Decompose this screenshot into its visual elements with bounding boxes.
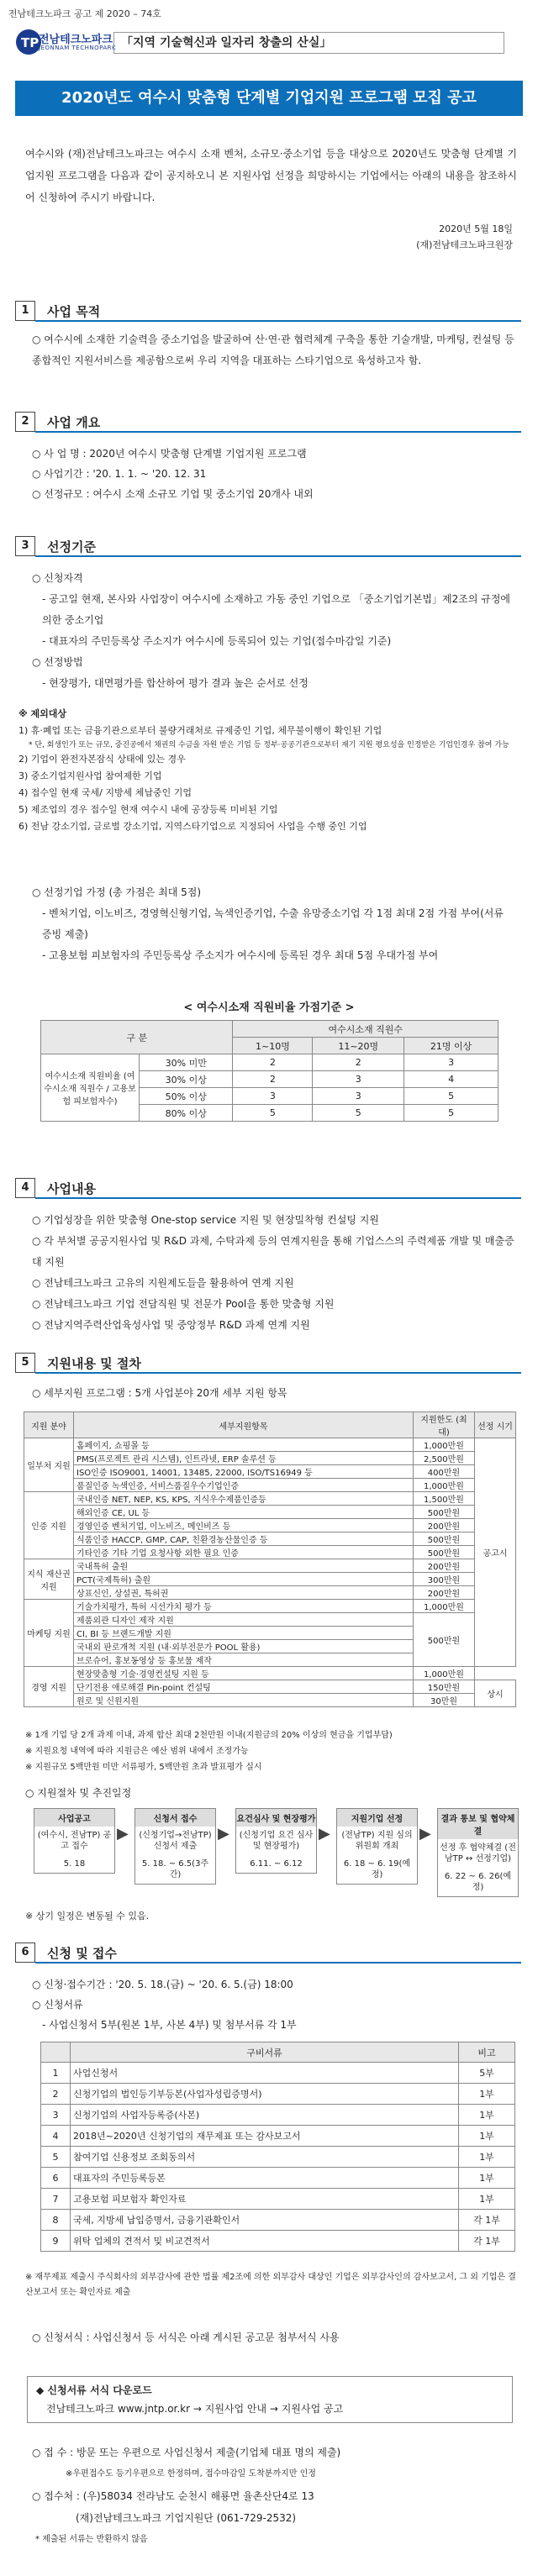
submission-info bbox=[32, 2442, 515, 2551]
support-limit: 500만원 bbox=[414, 1613, 475, 1667]
support-item: 기타인증 기타 기업 요청사항 외한 필요 인증 bbox=[74, 1546, 414, 1559]
ratio-cell: 3 bbox=[404, 1054, 498, 1071]
doc-no: 1 bbox=[41, 2063, 71, 2084]
flow-step bbox=[235, 1808, 317, 1874]
doc-no: 8 bbox=[41, 2210, 71, 2231]
flow-step-date: 6.11. ~ 6.12 bbox=[250, 1859, 303, 1869]
section-number: 4 bbox=[15, 1178, 35, 1198]
ratio-cell: 5 bbox=[313, 1105, 404, 1122]
flow-note: ※ 상기 일정은 변동될 수 있음. bbox=[25, 1911, 150, 1921]
exclusion-item: 3) 중소기업지원사업 참여제한 기업 bbox=[18, 770, 162, 781]
doc-no: 5 bbox=[41, 2147, 71, 2168]
logo-subtitle: JEONNAM TECHNOPARK bbox=[39, 45, 117, 51]
section-number: 2 bbox=[15, 412, 35, 432]
list-item: ○ 전남지역주력산업육성사업 및 중앙정부 R&D 과제 연계 지원 bbox=[32, 1319, 310, 1331]
flow-step-date: 5. 18. ~ 6.5(3주간) bbox=[141, 1859, 209, 1879]
list-item: ○ 전남테크노파크 기업 전담직원 및 전문가 Pool을 통한 맞춤형 지원 bbox=[32, 1298, 335, 1310]
section-3-header bbox=[15, 536, 96, 556]
exclusion-item: 2) 기업이 완전자본잠식 상태에 있는 경우 bbox=[18, 754, 186, 765]
list-item: ○ 접수처 : (우)58034 전라남도 순천시 해룡면 율촌산단4로 13 bbox=[32, 2490, 314, 2502]
section-label: 사업 개요 bbox=[47, 414, 101, 430]
section-number: 6 bbox=[15, 1943, 35, 1963]
support-item: 현장맞춤형 기술·경영컨설팅 지원 등 bbox=[74, 1667, 414, 1680]
section-rule bbox=[35, 555, 521, 557]
doc-name: 국세, 지방세 납입증명서, 금융기관확인서 bbox=[71, 2210, 459, 2231]
documents-note: ※ 재무제표 제출시 주식회사의 외부감사에 관한 법률 제2조에 의한 외부감사 대상인 기업은 외부감사인의 감사보고서, 그 외 기업은 결산보고서 또는 확인자료 제출 bbox=[25, 2273, 516, 2297]
support-period: 공고시 bbox=[475, 1438, 516, 1667]
support-item: 제품외관 디자인 제작 지원 bbox=[74, 1613, 414, 1627]
support-item: 식품인증 HACCP, GMP, CAP, 친환경농산물인증 등 bbox=[74, 1532, 414, 1546]
flow-step-date: 6. 18 ~ 6. 19(예정) bbox=[343, 1859, 411, 1879]
section-6-list bbox=[32, 1974, 515, 2035]
flow-step bbox=[34, 1808, 115, 1874]
support-cat: 지식 재산권 지원 bbox=[24, 1559, 74, 1600]
support-limit: 150만원 bbox=[414, 1680, 475, 1694]
support-item: 품질인증 녹색인증, 서비스품질우수기업인증 bbox=[74, 1479, 414, 1492]
ratio-cell: 3 bbox=[313, 1071, 404, 1088]
support-note: ※ 지원규모 5백만원 미만 서류평가, 5백만원 초과 발표평가 실시 bbox=[25, 1763, 262, 1772]
support-notes bbox=[25, 1727, 517, 1775]
process-flow bbox=[34, 1808, 525, 1892]
list-item: ○ 신청서류 bbox=[32, 1999, 83, 2011]
support-limit: 200만원 bbox=[414, 1519, 475, 1532]
svg-text:TP: TP bbox=[21, 35, 40, 50]
support-head: 세부지원항목 bbox=[74, 1412, 414, 1438]
support-limit: 1,500만원 bbox=[414, 1492, 475, 1506]
ratio-cell: 2 bbox=[313, 1054, 404, 1071]
doc-note: 1부 bbox=[459, 2189, 515, 2210]
doc-note: 1부 bbox=[459, 2126, 515, 2147]
flow-step-body: 선정 후 협약체결 (전남TP ↔ 선정기업) bbox=[440, 1843, 516, 1864]
section-rule bbox=[35, 1962, 521, 1964]
list-item: ○ 신청자격 bbox=[32, 572, 83, 584]
list-item: ○ 접 수 : 방문 또는 우편으로 사업신청서 제출(기업체 대표 명의 제출) bbox=[32, 2447, 341, 2458]
section-label: 신청 및 접수 bbox=[47, 1945, 117, 1961]
doc-note: 1부 bbox=[459, 2168, 515, 2189]
doc-name: 대표자의 주민등록등본 bbox=[71, 2168, 459, 2189]
download-title: ◆ 신청서류 서식 다운로드 bbox=[36, 2384, 152, 2396]
flow-step-body: (전남TP) 지원 심의위원회 개최 bbox=[341, 1831, 413, 1851]
list-item: ○ 사업기간 : '20. 1. 1. ~ '20. 12. 31 bbox=[32, 468, 207, 480]
bonus-criteria bbox=[32, 882, 515, 966]
section-label: 사업내용 bbox=[47, 1180, 96, 1196]
doc-note: 각 1부 bbox=[459, 2210, 515, 2231]
support-item: PMS(프로젝트 관리 시스템), 인트라넷, ERP 솔루션 등 bbox=[74, 1452, 414, 1465]
doc-head: 구비서류 bbox=[71, 2042, 459, 2063]
support-cat: 인증 지원 bbox=[24, 1492, 74, 1559]
section-rule bbox=[35, 320, 521, 322]
list-item: ○ 신청·접수기간 : '20. 5. 18.(금) ~ '20. 6. 5.(금) 18:00 bbox=[32, 1979, 293, 1990]
ratio-cell: 5 bbox=[404, 1088, 498, 1105]
support-head: 지원 분야 bbox=[24, 1412, 74, 1438]
ratio-table-caption: < 여수시소재 직원비율 가점기준 > bbox=[183, 1001, 355, 1014]
support-item: ISO인증 ISO9001, 14001, 13485, 22000, ISO/TS16949 등 bbox=[74, 1465, 414, 1479]
flow-step bbox=[336, 1808, 418, 1885]
support-item: 단기전용 애로해결 Pin-point 컨설팅 bbox=[74, 1680, 414, 1694]
doc-name: 고용보험 피보험자 확인자료 bbox=[71, 2189, 459, 2210]
ratio-col-header: 구 분 bbox=[41, 1021, 233, 1054]
exclusion-notes bbox=[18, 706, 519, 835]
doc-note: 1부 bbox=[459, 2147, 515, 2168]
support-item: CI, BI 등 브랜드개발 지원 bbox=[74, 1627, 414, 1640]
exclusion-item: 6) 전남 강소기업, 글로벌 강소기업, 지역스타기업으로 지정되어 사업을 수행 중인 기업 bbox=[18, 821, 367, 832]
flow-step-date: 5. 18 bbox=[63, 1859, 86, 1869]
exclusion-item: 5) 제조업의 경우 접수일 현재 여수시 내에 공장등록 미비된 기업 bbox=[18, 804, 278, 815]
support-table bbox=[24, 1412, 516, 1707]
support-limit: 2,500만원 bbox=[414, 1452, 475, 1465]
list-item: - 현장평가, 대면평가를 합산하여 평가 결과 높은 순서로 선정 bbox=[42, 677, 309, 689]
doc-no: 9 bbox=[41, 2231, 71, 2252]
doc-note: 1부 bbox=[459, 2084, 515, 2105]
section-2-header bbox=[15, 412, 100, 432]
exclusion-item: * 단, 회생인가 또는 규모, 중진공에서 채권의 수금을 자원 받은 기업 등 정부·공공기관으로부터 재기 지원 평요성을 인정받은 기업인경우 참여 가능 bbox=[29, 741, 509, 749]
support-cat: 경영 지원 bbox=[24, 1667, 74, 1707]
list-item: ○ 전남테크노파크 고유의 지원제도들을 활용하여 연계 지원 bbox=[32, 1277, 294, 1289]
section-1-text: ○ 여수시에 소재한 기술력을 중소기업을 발굴하여 산·연·관 협력체계 구축을 통한 기술개발, 마케팅, 컨설팅 등 종합적인 지원서비스를 제공함으로써 우리 지역을 대표하는 스타기업으로 육성하고자 함. bbox=[32, 334, 514, 366]
ratio-cell: 2 bbox=[233, 1071, 313, 1088]
arrow-right-icon: ▶ bbox=[419, 1825, 431, 1843]
section-1-header bbox=[15, 301, 100, 321]
doc-note: 1부 bbox=[459, 2105, 515, 2126]
list-item: * 제출된 서류는 반환하지 않음 bbox=[35, 2535, 148, 2544]
support-period: 상시 bbox=[475, 1680, 516, 1707]
support-item: 국내외 판로개척 지원 (내·외부전문가 POOL 활용) bbox=[74, 1640, 414, 1653]
ratio-cell: 5 bbox=[233, 1105, 313, 1122]
list-item: ○ 각 부처별 공공지원사업 및 R&D 과제, 수탁과제 등의 연계지원을 통해 기업스스의 주력제품 개발 및 매출증대 지원 bbox=[32, 1235, 514, 1268]
section-number: 1 bbox=[15, 301, 35, 321]
flow-step-body: (신청기업 요건 심사 및 현장평가) bbox=[239, 1831, 314, 1851]
support-limit: 300만원 bbox=[414, 1573, 475, 1586]
ratio-cell: 3 bbox=[313, 1088, 404, 1105]
doc-head: 비고 bbox=[459, 2042, 515, 2063]
support-item: 국내인증 NET, NEP, KS, KPS, 지식우수제품인증등 bbox=[74, 1492, 414, 1506]
section-4-list bbox=[32, 1210, 515, 1336]
support-limit: 30만원 bbox=[414, 1694, 475, 1707]
list-item: - 공고일 현재, 본사와 사업장이 여수시에 소재하고 가동 중인 기업으로 「중소기업기본법」제2조의 규정에 의한 중소기업 bbox=[42, 593, 511, 626]
section-label: 사업 목적 bbox=[47, 303, 101, 319]
documents-table bbox=[40, 2042, 515, 2252]
arrow-right-icon: ▶ bbox=[117, 1825, 129, 1843]
list-item: - 벤처기업, 이노비즈, 경영혁신형기업, 녹색인증기업, 수출 유망중소기업 각 1점 최대 2점 가점 부여(서류 증빙 제출) bbox=[42, 907, 504, 940]
ratio-row-header: 여수시소재 직원비율 (여수시소재 직원수 / 고용보험 피보험자수) bbox=[41, 1054, 140, 1122]
support-limit: 500만원 bbox=[414, 1532, 475, 1546]
flow-step-title: 지원기업 선정 bbox=[337, 1809, 417, 1827]
ratio-row-label: 30% 이상 bbox=[140, 1071, 233, 1088]
doc-no: 2 bbox=[41, 2084, 71, 2105]
doc-name: 참여기업 신용정보 조회동의서 bbox=[71, 2147, 459, 2168]
exclusion-item: 4) 접수일 현재 국세/ 지방세 체납중인 기업 bbox=[18, 787, 192, 798]
support-limit: 1,000만원 bbox=[414, 1479, 475, 1492]
list-item: ※우편접수도 등기우편으로 한정하며, 접수마감일 도착분까지만 인정 bbox=[66, 2469, 316, 2479]
list-item: - 대표자의 주민등록상 주소지가 여수시에 등록되어 있는 기업(접수마감일 기준) bbox=[42, 635, 392, 647]
support-limit: 500만원 bbox=[414, 1546, 475, 1559]
flow-step-body: (신청기업→전남TP) 신청서 제출 bbox=[139, 1831, 212, 1851]
arrow-right-icon: ▶ bbox=[319, 1825, 330, 1843]
support-limit: 400만원 bbox=[414, 1465, 475, 1479]
download-box bbox=[27, 2376, 513, 2423]
flow-step-title: 결과 통보 및 협약체결 bbox=[438, 1809, 518, 1839]
section-label: 선정기준 bbox=[47, 539, 96, 555]
section-4-header bbox=[15, 1178, 96, 1198]
support-limit: 1,000만원 bbox=[414, 1438, 475, 1452]
section-rule bbox=[35, 431, 521, 433]
support-cat: 마케팅 지원 bbox=[24, 1600, 74, 1667]
support-item: 브로슈어, 홍보동영상 등 홍보물 제작 bbox=[74, 1653, 414, 1667]
doc-no: 4 bbox=[41, 2126, 71, 2147]
support-item: 기술가치평가, 특허 시선가치 평가 등 bbox=[74, 1600, 414, 1613]
doc-note: 5부 bbox=[459, 2063, 515, 2084]
download-path-link[interactable]: 전남테크노파크 www.jntp.or.kr → 지원사업 안내 → 지원사업 공고 bbox=[46, 2403, 344, 2415]
support-limit: 1,000만원 bbox=[414, 1667, 475, 1680]
list-item: ○ 선정방법 bbox=[32, 656, 83, 668]
support-limit: 1,000만원 bbox=[414, 1600, 475, 1613]
support-cat: 일부처 지원 bbox=[24, 1438, 74, 1492]
section-rule bbox=[35, 1197, 521, 1199]
ratio-row-label: 50% 이상 bbox=[140, 1088, 233, 1105]
doc-no: 6 bbox=[41, 2168, 71, 2189]
doc-name: 2018년~2020년 신청기업의 재무제표 또는 감사보고서 bbox=[71, 2126, 459, 2147]
support-limit: 500만원 bbox=[414, 1506, 475, 1519]
ratio-cell: 5 bbox=[404, 1105, 498, 1122]
form-line: ○ 신청서식 : 사업신청서 등 서식은 아래 게시된 공고문 첨부서식 사용 bbox=[32, 2332, 340, 2343]
support-item: 국내특허 출원 bbox=[74, 1559, 414, 1573]
flow-step bbox=[437, 1808, 519, 1897]
doc-head bbox=[41, 2042, 71, 2063]
support-intro: ○ 세부지원 프로그램 : 5개 사업분야 20개 세부 지원 항목 bbox=[32, 1387, 287, 1399]
support-limit: 200만원 bbox=[414, 1559, 475, 1573]
doc-note: 각 1부 bbox=[459, 2231, 515, 2252]
support-note: ※ 1개 기업 당 2개 과제 이내, 과제 합산 최대 2천만원 이내(지원금의 20% 이상의 현금을 기업부담) bbox=[25, 1731, 393, 1740]
doc-name: 신청기업의 사업자등록증(사본) bbox=[71, 2105, 459, 2126]
section-number: 5 bbox=[15, 1353, 35, 1373]
logo-name: 전남테크노파크 bbox=[39, 34, 113, 46]
list-item: (재)전남테크노파크 기업지원단 (061-729-2532) bbox=[76, 2512, 297, 2524]
section-5-header bbox=[15, 1353, 141, 1373]
ratio-col: 11~20명 bbox=[313, 1038, 404, 1054]
list-item: ○ 선정규모 : 여수시 소재 소규모 기업 및 중소기업 20개사 내외 bbox=[32, 488, 314, 500]
support-item: PCT(국제특허) 출원 bbox=[74, 1573, 414, 1586]
flow-step-title: 신청서 접수 bbox=[135, 1809, 215, 1827]
list-item: ○ 선정기업 가정 (총 가점은 최대 5점) bbox=[32, 886, 202, 898]
notice-number: 전남테크노파크 공고 제 2020 – 74호 bbox=[8, 8, 161, 19]
flow-step-title: 사업공고 bbox=[34, 1809, 114, 1827]
ratio-cell: 2 bbox=[233, 1054, 313, 1071]
flow-step-date: 6. 22 ~ 6. 26(예정) bbox=[444, 1872, 512, 1892]
support-item: 상표신인, 상설권, 특허권 bbox=[74, 1586, 414, 1600]
flow-step-body: (여수시, 전남TP) 공고 접수 bbox=[37, 1831, 112, 1851]
ratio-row-label: 80% 이상 bbox=[140, 1105, 233, 1122]
support-item: 원로 및 신원지원 bbox=[74, 1694, 414, 1707]
ratio-cell: 4 bbox=[404, 1071, 498, 1088]
ratio-table bbox=[40, 1020, 498, 1122]
support-head: 선정 시기 bbox=[475, 1412, 516, 1438]
doc-no: 3 bbox=[41, 2105, 71, 2126]
support-limit: 200만원 bbox=[414, 1586, 475, 1600]
flow-title: ○ 지원절차 및 추진일정 bbox=[25, 1787, 132, 1799]
section-2-list bbox=[32, 444, 515, 504]
ratio-group-header: 여수시소재 직원수 bbox=[233, 1021, 498, 1038]
arrow-right-icon: ▶ bbox=[218, 1825, 229, 1843]
intro-text: 여수시와 (재)전남테크노파크는 여수시 소재 벤처, 소규모·중소기업 등을 대상으로 2020년도 맞춤형 단계별 기업지원 프로그램을 다음과 같이 공지하오니 본 지원사업 선정을 희망하시는 기업에서는 아래의 내용을 참조하시어 신청하여 주시기 바랍니다. bbox=[25, 148, 517, 203]
ratio-row-label: 30% 미만 bbox=[140, 1054, 233, 1071]
section-number: 3 bbox=[15, 536, 35, 556]
ratio-col: 21명 이상 bbox=[404, 1038, 498, 1054]
list-item: ○ 사 업 명 : 2020년 여수시 맞춤형 단계별 기업지원 프로그램 bbox=[32, 448, 307, 460]
support-head: 지원한도 (최대) bbox=[414, 1412, 475, 1438]
ratio-col: 1~10명 bbox=[233, 1038, 313, 1054]
exclusion-item: 1) 휴·폐업 또는 금융기관으로부터 불량거래처로 규제중인 기업, 체무불이행이 확인된 기업 bbox=[18, 725, 382, 736]
notice-date: 2020년 5월 18일 bbox=[439, 223, 513, 234]
doc-no: 7 bbox=[41, 2189, 71, 2210]
flow-step bbox=[134, 1808, 216, 1885]
doc-name: 신청기업의 법인등기부등본(사업자성립증명서) bbox=[71, 2084, 459, 2105]
page-title: 2020년도 여수시 맞춤형 단계별 기업지원 프로그램 모집 공고 bbox=[15, 81, 523, 116]
doc-name: 사업신청서 bbox=[71, 2063, 459, 2084]
list-item: - 사업신청서 5부(원본 1부, 사본 4부) 및 첨부서류 각 1부 bbox=[42, 2019, 297, 2031]
support-item: 홈페이지, 쇼핑몰 등 bbox=[74, 1438, 414, 1452]
doc-name: 위탁 업체의 견적서 및 비교견적서 bbox=[71, 2231, 459, 2252]
slogan: 「지역 기술혁신과 일자리 창출의 산실」 bbox=[113, 32, 504, 54]
support-note: ※ 지원요청 내역에 따라 지원금은 예산 범위 내에서 조정가능 bbox=[25, 1747, 249, 1756]
support-item: 경영인증 벤처기업, 이노비즈, 메인비즈 등 bbox=[74, 1519, 414, 1532]
list-item: - 고용보험 피보험자의 주민등록상 주소지가 여수시에 등록된 경우 최대 5점 우대가점 부여 bbox=[42, 949, 439, 961]
support-item: 해외인증 CE, UL 등 bbox=[74, 1506, 414, 1519]
section-3-criteria bbox=[32, 568, 515, 694]
flow-step-title: 요건심사 및 현장평가 bbox=[236, 1809, 316, 1827]
ratio-cell: 3 bbox=[233, 1088, 313, 1105]
exclusion-title: ※ 제외대상 bbox=[18, 708, 67, 719]
section-rule bbox=[35, 1372, 521, 1374]
notice-org: (재)전남테크노파크원장 bbox=[416, 239, 513, 250]
section-6-header bbox=[15, 1943, 117, 1963]
section-label: 지원내용 및 절차 bbox=[47, 1355, 141, 1371]
list-item: ○ 기업성장을 위한 맞춤형 One-stop service 지원 및 현장밀착형 컨설팅 지원 bbox=[32, 1214, 379, 1226]
